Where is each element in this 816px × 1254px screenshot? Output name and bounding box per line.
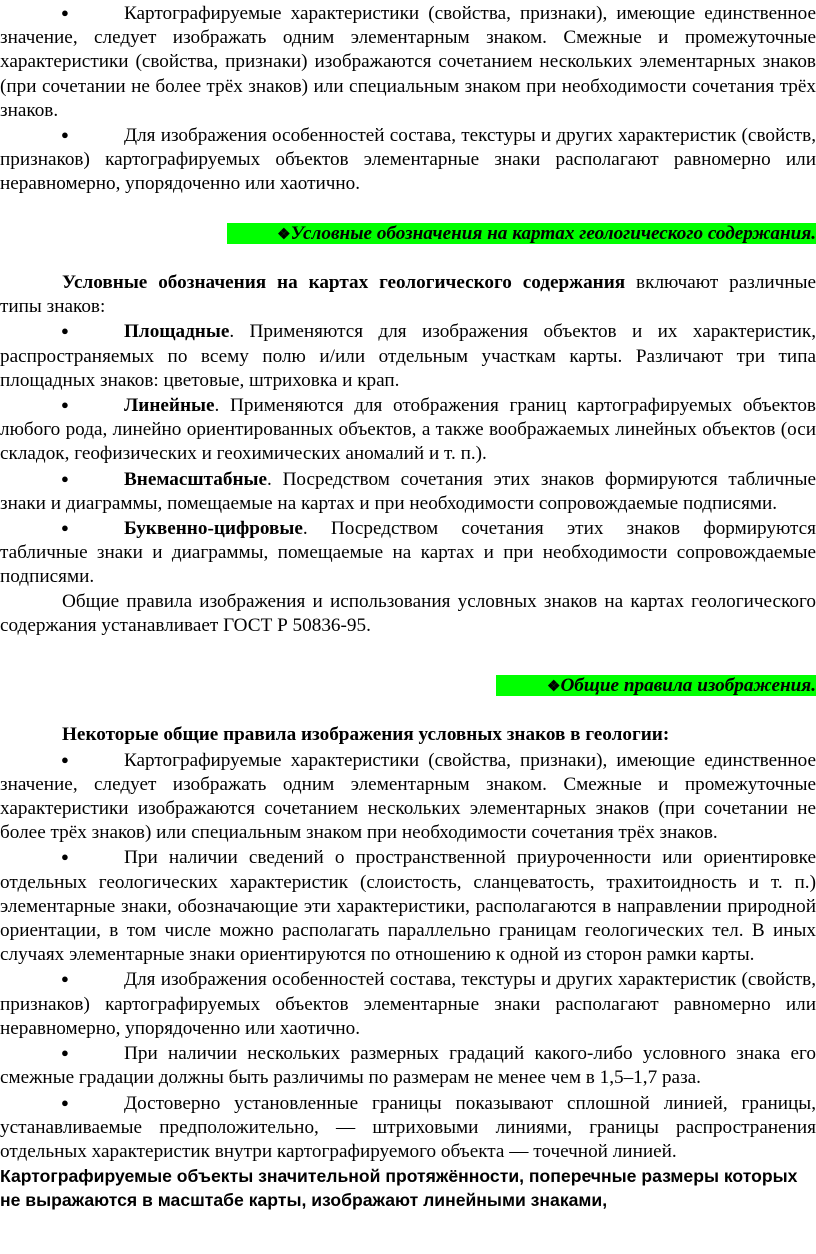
closing-bold-paragraph: Картографируемые объекты значительной протяжённости, поперечные размеры которых не выражаются в масштабе карты, изображают линейными знаками,	[0, 1166, 798, 1211]
bullet-dot-icon: ●	[61, 1094, 69, 1110]
bullet-paragraph	[0, 319, 816, 393]
bullet-dot-icon: ●	[61, 520, 69, 536]
bullet-dot-icon: ●	[61, 470, 69, 486]
bullet-dot-icon: ●	[61, 1045, 69, 1061]
bullet-dot-icon: ●	[61, 751, 69, 767]
term-bold: Линейные	[124, 395, 215, 417]
bullet-dot-icon: ●	[61, 127, 69, 143]
term-bold: Буквенно-цифровые	[124, 518, 303, 540]
intro-rest: включают различные типы знаков:	[0, 272, 816, 318]
bullet-paragraph	[0, 467, 816, 516]
paragraph-text: Картографируемые характеристики (свойства, признаки), имеющие единственное значение, следует изображать одним элементарным знаком. Смежные и промежуточные характеристики изображаются сочетанием нескольких элементарных знаков (при сочетании не более трёх знаков) или специальным знаком при необходимости сочетания трёх знаков.	[0, 749, 816, 844]
four-diamond-icon: ❖	[277, 226, 291, 243]
bullet-dot-icon: ●	[61, 5, 69, 20]
paragraph-text: Для изображения особенностей состава, текстуры и других характеристик (свойств, признаков) картографируемых объектов элементарные знаки располагают равномерно или неравномерно, упорядоченно или хаотично.	[0, 125, 816, 195]
rules-title	[0, 723, 816, 747]
heading-highlight	[227, 223, 816, 244]
bullet-paragraph	[0, 516, 816, 590]
bullet-paragraph	[0, 1, 816, 123]
intro-bold: Условные обозначения на картах геологического содержания	[62, 272, 626, 294]
term-bold: Внемасштабные	[124, 468, 268, 490]
rules-title-text: Некоторые общие правила изображения условных знаков в геологии:	[62, 724, 670, 746]
bullet-paragraph	[0, 748, 816, 846]
bullet-paragraph	[0, 967, 816, 1041]
bullet-paragraph	[0, 393, 816, 467]
bullet-dot-icon: ●	[61, 971, 69, 987]
paragraph-text: Для изображения особенностей состава, текстуры и других характеристик (свойств, признаков) картографируемых объектов элементарные знаки располагают равномерно или неравномерно, упорядоченно или хаотично.	[0, 969, 816, 1039]
heading-text: Общие правила изображения.	[560, 675, 816, 697]
bullet-paragraph	[0, 845, 816, 967]
bullet-dot-icon: ●	[61, 397, 69, 413]
four-diamond-icon: ❖	[547, 679, 561, 696]
bullet-paragraph	[0, 123, 816, 197]
section-heading	[0, 222, 816, 247]
paragraph-text: . Посредством сочетания этих знаков формируются табличные знаки и диаграммы, помещаемые на картах и при необходимости сопровождаемые подписями.	[0, 518, 816, 588]
paragraph-text: . Применяются для изображения объектов и их характеристик, распространяемых по всему полю и/или отдельным участкам карты. Различают три типа площадных знаков: цветовые, штриховка и крап.	[0, 321, 816, 391]
gost-paragraph: Общие правила изображения и использования условных знаков на картах геологического содержания устанавливает ГОСТ Р 50836-95.	[0, 590, 816, 636]
paragraph-text: При наличии нескольких размерных градаций какого-либо условного знака его смежные градации должны быть различимы по размерам не менее чем в 1,5–1,7 раза.	[0, 1043, 816, 1089]
bullet-dot-icon: ●	[61, 849, 69, 865]
section-heading	[0, 674, 816, 699]
paragraph-text: Достоверно установленные границы показывают сплошной линией, границы, устанавливаемые предположительно, — штриховыми линиями, границы распространения отдельных характеристик внутри картографируемого объекта — точечной линией.	[0, 1092, 816, 1162]
paragraph-text: . Применяются для отображения границ картографируемых объектов любого рода, линейно ориентированных объектов, а также воображаемых линейных объектов (оси складок, геофизических и геохимических аномалий и т. п.).	[0, 395, 816, 465]
heading-text: Условные обозначения на картах геологического содержания.	[290, 222, 816, 244]
intro-paragraph	[0, 271, 816, 319]
paragraph-text: Картографируемые характеристики (свойства, признаки), имеющие единственное значение, следует изображать одним элементарным знаком. Смежные и промежуточные характеристики (свойства, признаки) изображаются сочетанием нескольких элементарных знаков (при сочетании не более трёх знаков) или специальным знаком при необходимости сочетания трёх знаков.	[0, 3, 816, 121]
bullet-dot-icon: ●	[61, 323, 69, 339]
term-bold: Площадные	[124, 321, 230, 343]
bullet-paragraph	[0, 1041, 816, 1090]
paragraph-text: При наличии сведений о пространственной приуроченности или ориентировке отдельных геологических характеристик (слоистость, сланцеватость, трахитоидность и т. п.) элементарные знаки, обозначающие эти характеристики, располагаются в направлении природной ориентации, в том числе можно располагать параллельно границам геологических тел. В иных случаях элементарные знаки ориентируются по отношению к одной из сторон рамки карты.	[0, 847, 816, 966]
paragraph-text: . Посредством сочетания этих знаков формируются табличные знаки и диаграммы, помещаемые на картах и при необходимости сопровождаемые подписями.	[0, 468, 816, 514]
heading-highlight	[496, 675, 816, 696]
bullet-paragraph	[0, 1091, 816, 1165]
